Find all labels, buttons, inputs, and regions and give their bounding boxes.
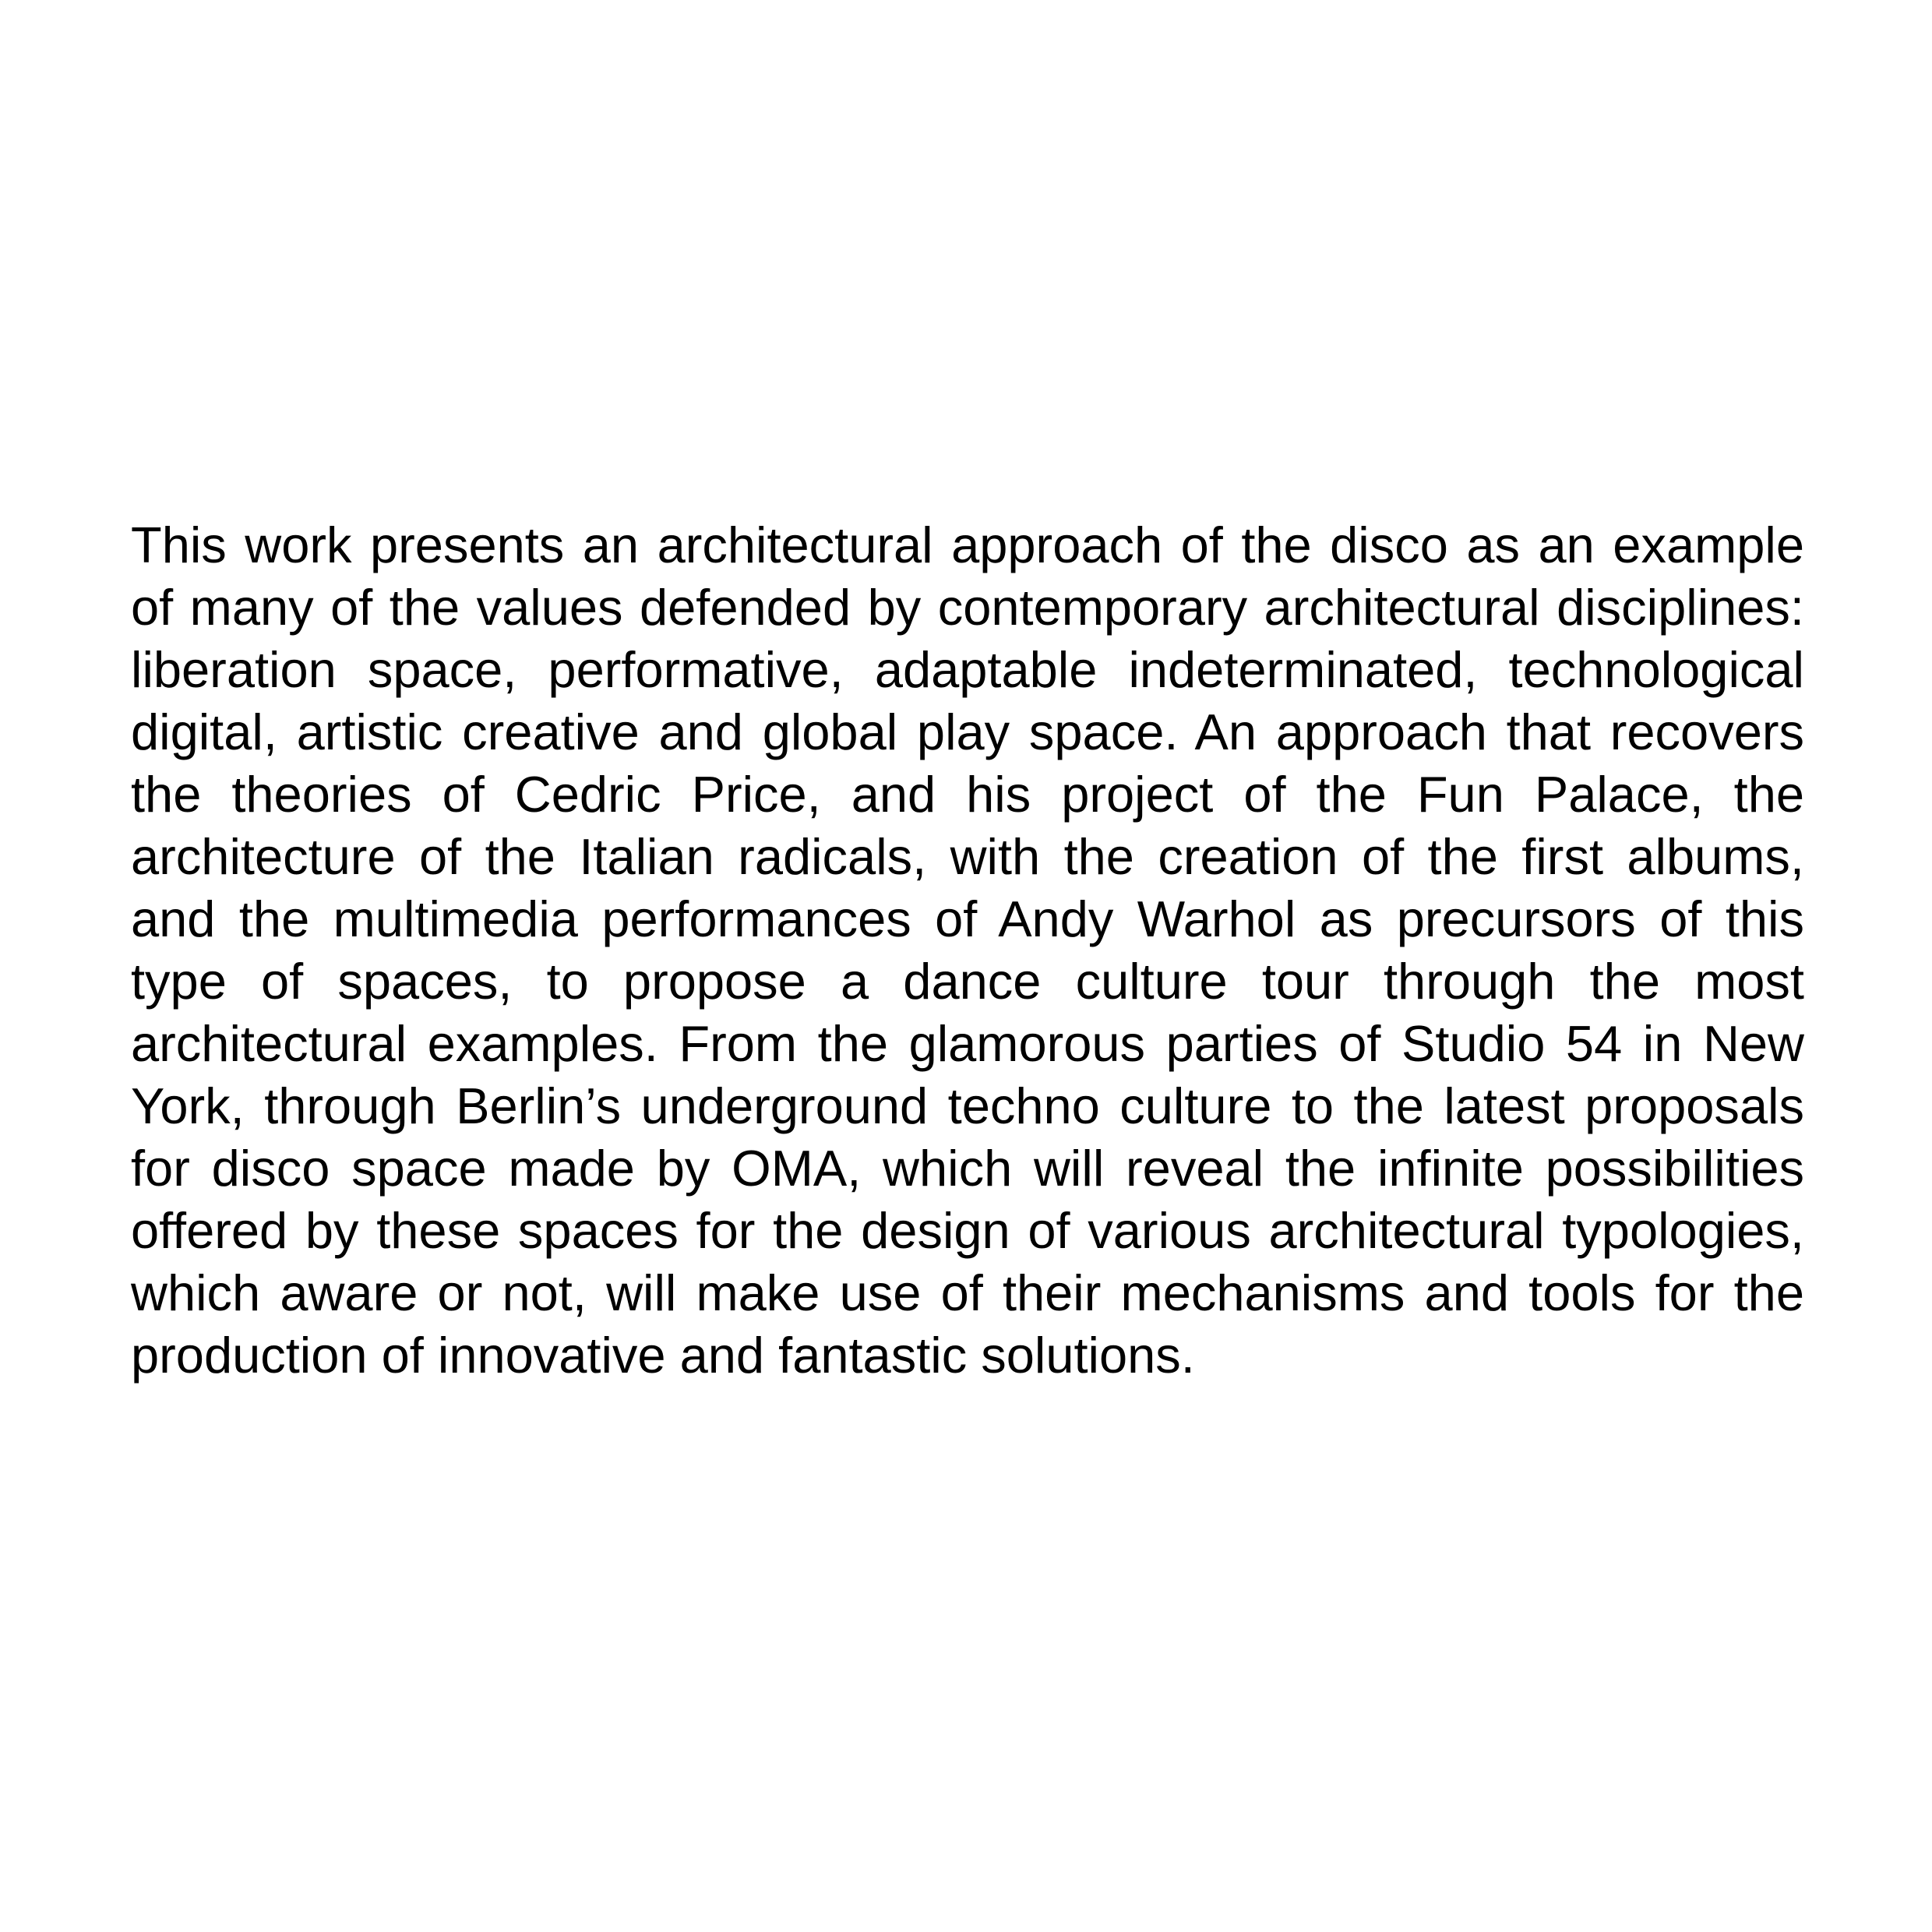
abstract-line: architectural examples. From the glamorous parties of Studio 54 in New [131,1015,1804,1072]
abstract-paragraph [131,514,1804,1387]
abstract-line: for disco space made by OMA, which will reveal the infinite possibilities [131,1140,1804,1197]
abstract-line: liberation space, performative, adaptable indeterminated, technological [131,641,1804,698]
abstract-line: digital, artistic creative and global play space. An approach that recovers [131,703,1804,760]
abstract-line: architecture of the Italian radicals, with the creation of the first albums, [131,828,1804,885]
abstract-line: type of spaces, to propose a dance culture tour through the most [131,953,1804,1010]
abstract-line: offered by these spaces for the design of various architectural typologies, [131,1202,1804,1259]
abstract-line: of many of the values defended by contemporary architectural disciplines: [131,579,1804,636]
abstract-line: This work presents an architectural approach of the disco as an example [131,516,1804,573]
abstract-line: the theories of Cedric Price, and his project of the Fun Palace, the [131,766,1804,823]
abstract-line: which aware or not, will make use of their mechanisms and tools for the [131,1264,1804,1321]
abstract-line-last: production of innovative and fantastic solutions. [131,1327,1195,1384]
abstract-line: York, through Berlin’s underground techno culture to the latest proposals [131,1077,1804,1134]
abstract-line: and the multimedia performances of Andy Warhol as precursors of this [131,890,1804,947]
